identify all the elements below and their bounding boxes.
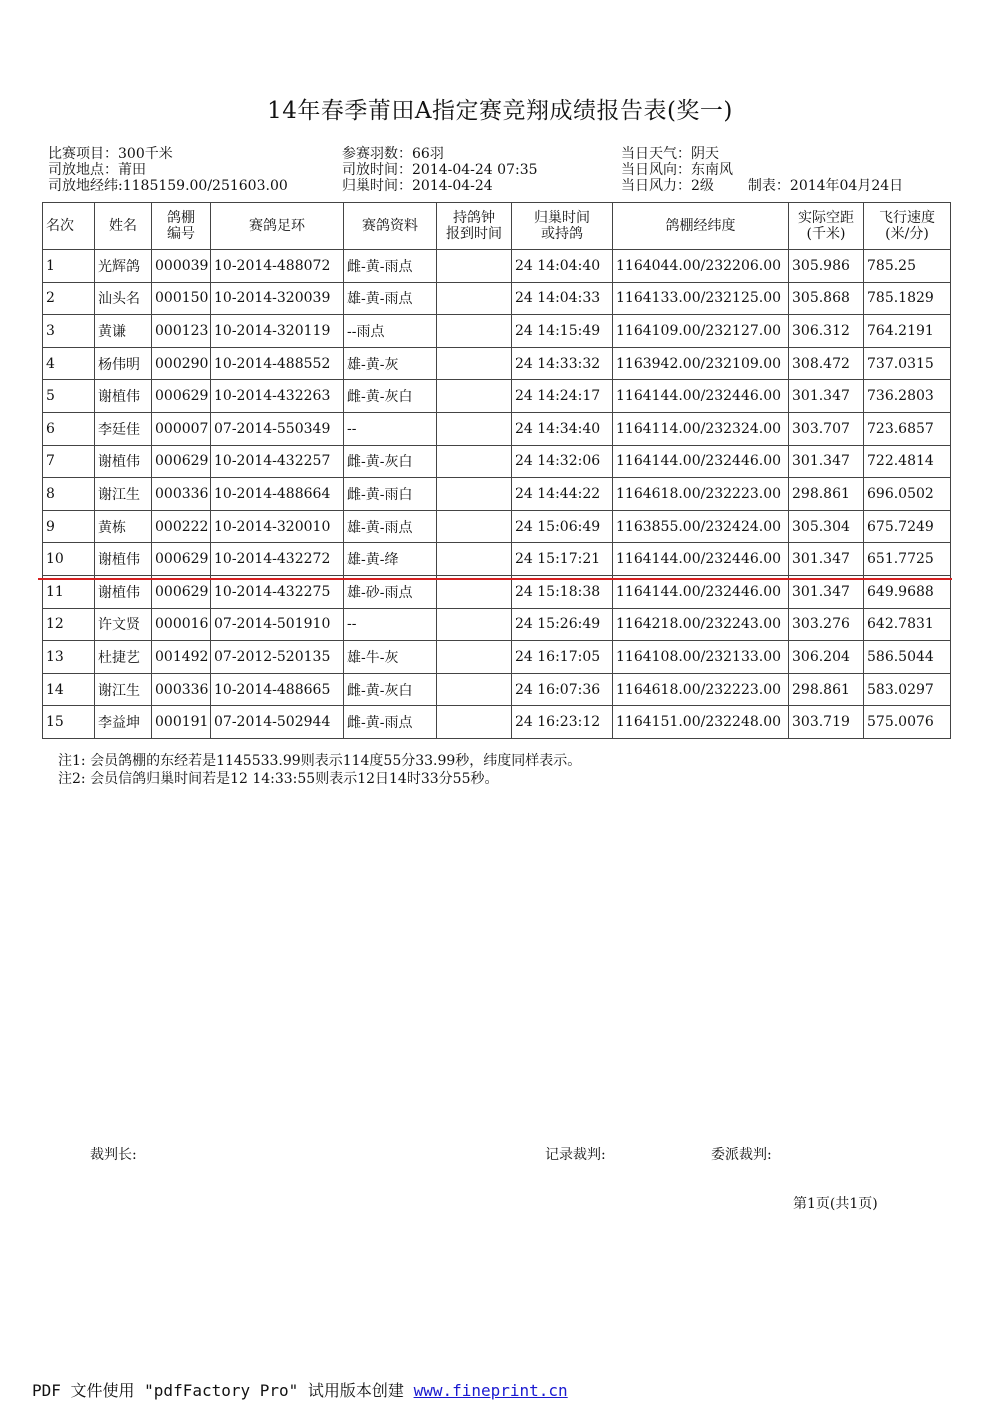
return-time: 归巢时间：2014-04-24 bbox=[342, 178, 493, 194]
header-loft-coords: 鸽棚经纬度 bbox=[613, 203, 789, 250]
cell-clock-time bbox=[437, 445, 512, 478]
cell-loft-no: 000629 bbox=[152, 445, 211, 478]
cell-distance: 305.986 bbox=[789, 250, 864, 283]
header-clock-time: 持鸽钟 报到时间 bbox=[437, 203, 512, 250]
header-name: 姓名 bbox=[95, 203, 152, 250]
cell-distance: 298.861 bbox=[789, 478, 864, 511]
cell-name: 黄栋 bbox=[95, 510, 152, 543]
info-column-1 bbox=[48, 146, 288, 194]
cell-clock-time bbox=[437, 608, 512, 641]
cell-loft-no: 000629 bbox=[152, 575, 211, 608]
table-row bbox=[43, 347, 951, 380]
cell-speed: 583.0297 bbox=[864, 673, 951, 706]
cell-loft-no: 000007 bbox=[152, 412, 211, 445]
cell-speed: 649.9688 bbox=[864, 575, 951, 608]
table-row bbox=[43, 250, 951, 283]
cell-clock-time bbox=[437, 380, 512, 413]
cell-loft-coords: 1164114.00/232324.00 bbox=[613, 412, 789, 445]
header-distance: 实际空距 (千米) bbox=[789, 203, 864, 250]
cell-arrival: 24 15:26:49 bbox=[512, 608, 613, 641]
note-2: 注2: 会员信鸽归巢时间若是12 14:33:55则表示12日14时33分55秒。 bbox=[58, 771, 499, 787]
cell-name: 许文贤 bbox=[95, 608, 152, 641]
cell-distance: 301.347 bbox=[789, 445, 864, 478]
race-item: 比赛项目：300千米 bbox=[48, 146, 173, 162]
cell-loft-no: 000191 bbox=[152, 706, 211, 739]
cell-arrival: 24 14:04:33 bbox=[512, 282, 613, 315]
cell-name: 黄谦 bbox=[95, 315, 152, 348]
report-title: 14年春季莆田A指定赛竞翔成绩报告表(奖一) bbox=[267, 98, 733, 124]
cell-loft-no: 000150 bbox=[152, 282, 211, 315]
cell-ring: 10-2014-488665 bbox=[211, 673, 344, 706]
cell-clock-time bbox=[437, 510, 512, 543]
cell-rank: 6 bbox=[43, 412, 95, 445]
cell-loft-coords: 1164133.00/232125.00 bbox=[613, 282, 789, 315]
cell-name: 杨伟明 bbox=[95, 347, 152, 380]
cell-loft-coords: 1164618.00/232223.00 bbox=[613, 673, 789, 706]
info-column-3 bbox=[621, 146, 903, 194]
cell-loft-no: 000222 bbox=[152, 510, 211, 543]
cell-pigeon-info: 雌-黄-雨点 bbox=[344, 706, 437, 739]
cell-distance: 303.276 bbox=[789, 608, 864, 641]
cell-name: 汕头名 bbox=[95, 282, 152, 315]
cell-clock-time bbox=[437, 641, 512, 674]
cell-name: 谢植伟 bbox=[95, 543, 152, 576]
release-coords: 司放地经纬:1185159.00/251603.00 bbox=[48, 178, 288, 194]
weather: 当日天气：阴天 bbox=[621, 146, 719, 162]
cell-clock-time bbox=[437, 673, 512, 706]
cell-arrival: 24 14:15:49 bbox=[512, 315, 613, 348]
cell-pigeon-info: 雌-黄-雨白 bbox=[344, 478, 437, 511]
cell-name: 谢江生 bbox=[95, 673, 152, 706]
pdf-footer bbox=[32, 1378, 568, 1401]
cell-rank: 12 bbox=[43, 608, 95, 641]
cell-loft-coords: 1164618.00/232223.00 bbox=[613, 478, 789, 511]
cell-speed: 675.7249 bbox=[864, 510, 951, 543]
cell-arrival: 24 15:17:21 bbox=[512, 543, 613, 576]
cell-pigeon-info: 雄-黄-绛 bbox=[344, 543, 437, 576]
cell-distance: 298.861 bbox=[789, 673, 864, 706]
cell-rank: 8 bbox=[43, 478, 95, 511]
cell-clock-time bbox=[437, 347, 512, 380]
header-ring: 赛鸽足环 bbox=[211, 203, 344, 250]
wind-force: 当日风力：2级 bbox=[621, 178, 714, 194]
cell-loft-coords: 1164144.00/232446.00 bbox=[613, 575, 789, 608]
cell-distance: 306.312 bbox=[789, 315, 864, 348]
cell-loft-coords: 1164218.00/232243.00 bbox=[613, 608, 789, 641]
cell-speed: 785.25 bbox=[864, 250, 951, 283]
cell-loft-no: 000290 bbox=[152, 347, 211, 380]
cell-clock-time bbox=[437, 543, 512, 576]
cell-speed: 737.0315 bbox=[864, 347, 951, 380]
cell-ring: 10-2014-320010 bbox=[211, 510, 344, 543]
results-table bbox=[42, 202, 951, 739]
cell-loft-no: 000629 bbox=[152, 543, 211, 576]
cell-name: 李廷佳 bbox=[95, 412, 152, 445]
cell-speed: 722.4814 bbox=[864, 445, 951, 478]
cell-pigeon-info: -- bbox=[344, 608, 437, 641]
cell-clock-time bbox=[437, 315, 512, 348]
cell-rank: 15 bbox=[43, 706, 95, 739]
cell-ring: 10-2014-432263 bbox=[211, 380, 344, 413]
cell-ring: 10-2014-488552 bbox=[211, 347, 344, 380]
cell-ring: 10-2014-432257 bbox=[211, 445, 344, 478]
cell-ring: 10-2014-432275 bbox=[211, 575, 344, 608]
cell-arrival: 24 14:44:22 bbox=[512, 478, 613, 511]
cell-ring: 10-2014-432272 bbox=[211, 543, 344, 576]
cell-arrival: 24 16:07:36 bbox=[512, 673, 613, 706]
table-row bbox=[43, 478, 951, 511]
record-judge-label: 记录裁判: bbox=[545, 1147, 606, 1163]
cell-arrival: 24 14:04:40 bbox=[512, 250, 613, 283]
cell-name: 光辉鸽 bbox=[95, 250, 152, 283]
page-number: 第1页(共1页) bbox=[793, 1196, 878, 1212]
made-date: 制表：2014年04月24日 bbox=[747, 178, 904, 194]
cell-pigeon-info: 雄-黄-雨点 bbox=[344, 282, 437, 315]
cell-distance: 303.719 bbox=[789, 706, 864, 739]
cell-distance: 301.347 bbox=[789, 380, 864, 413]
cell-ring: 10-2014-488664 bbox=[211, 478, 344, 511]
cell-rank: 10 bbox=[43, 543, 95, 576]
cell-rank: 7 bbox=[43, 445, 95, 478]
cell-rank: 2 bbox=[43, 282, 95, 315]
cell-ring: 10-2014-320039 bbox=[211, 282, 344, 315]
cell-clock-time bbox=[437, 706, 512, 739]
assigned-judge-label: 委派裁判: bbox=[711, 1147, 772, 1163]
cell-clock-time bbox=[437, 250, 512, 283]
cell-pigeon-info: 雌-黄-灰白 bbox=[344, 445, 437, 478]
cell-speed: 651.7725 bbox=[864, 543, 951, 576]
note-1: 注1: 会员鸽棚的东经若是1145533.99则表示114度55分33.99秒，纬度同样表示。 bbox=[58, 753, 582, 769]
cell-arrival: 24 14:32:06 bbox=[512, 445, 613, 478]
cell-arrival: 24 15:06:49 bbox=[512, 510, 613, 543]
release-time: 司放时间：2014-04-24 07:35 bbox=[342, 162, 538, 178]
table-row bbox=[43, 315, 951, 348]
cell-distance: 301.347 bbox=[789, 575, 864, 608]
cell-loft-no: 000123 bbox=[152, 315, 211, 348]
cell-loft-coords: 1164151.00/232248.00 bbox=[613, 706, 789, 739]
cell-speed: 696.0502 bbox=[864, 478, 951, 511]
table-row bbox=[43, 510, 951, 543]
cell-pigeon-info: -- bbox=[344, 412, 437, 445]
cell-rank: 4 bbox=[43, 347, 95, 380]
cell-rank: 3 bbox=[43, 315, 95, 348]
header-loft-no: 鸽棚 编号 bbox=[152, 203, 211, 250]
release-site: 司放地点：莆田 bbox=[48, 162, 146, 178]
cell-loft-no: 001492 bbox=[152, 641, 211, 674]
cell-pigeon-info: 雄-牛-灰 bbox=[344, 641, 437, 674]
cell-ring: 07-2014-501910 bbox=[211, 608, 344, 641]
cell-distance: 305.304 bbox=[789, 510, 864, 543]
footer-link[interactable]: www.fineprint.cn bbox=[413, 1381, 568, 1400]
cell-clock-time bbox=[437, 282, 512, 315]
cell-pigeon-info: 雄-黄-灰 bbox=[344, 347, 437, 380]
cell-ring: 07-2014-550349 bbox=[211, 412, 344, 445]
cell-name: 杜捷艺 bbox=[95, 641, 152, 674]
cell-loft-coords: 1164144.00/232446.00 bbox=[613, 380, 789, 413]
chief-judge-label: 裁判长: bbox=[90, 1147, 137, 1163]
header-pigeon-info: 赛鸽资料 bbox=[344, 203, 437, 250]
cell-speed: 785.1829 bbox=[864, 282, 951, 315]
header-rank: 名次 bbox=[43, 203, 95, 250]
cell-name: 谢植伟 bbox=[95, 575, 152, 608]
cell-loft-coords: 1164108.00/232133.00 bbox=[613, 641, 789, 674]
wind-force-row bbox=[621, 178, 903, 194]
cell-distance: 305.868 bbox=[789, 282, 864, 315]
cell-ring: 07-2012-520135 bbox=[211, 641, 344, 674]
cell-speed: 642.7831 bbox=[864, 608, 951, 641]
cell-loft-no: 000336 bbox=[152, 673, 211, 706]
cell-rank: 1 bbox=[43, 250, 95, 283]
cell-ring: 10-2014-488072 bbox=[211, 250, 344, 283]
cell-ring: 07-2014-502944 bbox=[211, 706, 344, 739]
notes bbox=[58, 752, 581, 788]
red-cutoff-line bbox=[38, 578, 952, 580]
cell-arrival: 24 16:23:12 bbox=[512, 706, 613, 739]
cell-loft-no: 000039 bbox=[152, 250, 211, 283]
cell-arrival: 24 16:17:05 bbox=[512, 641, 613, 674]
cell-clock-time bbox=[437, 575, 512, 608]
cell-arrival: 24 14:33:32 bbox=[512, 347, 613, 380]
table-row bbox=[43, 445, 951, 478]
cell-loft-coords: 1164144.00/232446.00 bbox=[613, 445, 789, 478]
table-row bbox=[43, 412, 951, 445]
cell-rank: 14 bbox=[43, 673, 95, 706]
cell-speed: 736.2803 bbox=[864, 380, 951, 413]
table-header-row bbox=[43, 203, 951, 250]
footer-text: PDF 文件使用 "pdfFactory Pro" 试用版本创建 bbox=[32, 1381, 414, 1400]
cell-speed: 764.2191 bbox=[864, 315, 951, 348]
cell-name: 谢植伟 bbox=[95, 445, 152, 478]
cell-distance: 303.707 bbox=[789, 412, 864, 445]
cell-clock-time bbox=[437, 478, 512, 511]
cell-pigeon-info: --雨点 bbox=[344, 315, 437, 348]
cell-loft-no: 000016 bbox=[152, 608, 211, 641]
cell-loft-no: 000336 bbox=[152, 478, 211, 511]
wind-direction: 当日风向：东南风 bbox=[621, 162, 733, 178]
cell-arrival: 24 14:24:17 bbox=[512, 380, 613, 413]
header-speed: 飞行速度 (米/分) bbox=[864, 203, 951, 250]
table-row bbox=[43, 706, 951, 739]
table-row bbox=[43, 575, 951, 608]
cell-distance: 301.347 bbox=[789, 543, 864, 576]
cell-pigeon-info: 雄-砂-雨点 bbox=[344, 575, 437, 608]
cell-rank: 9 bbox=[43, 510, 95, 543]
cell-name: 谢植伟 bbox=[95, 380, 152, 413]
cell-arrival: 24 14:34:40 bbox=[512, 412, 613, 445]
cell-speed: 575.0076 bbox=[864, 706, 951, 739]
table-row bbox=[43, 608, 951, 641]
cell-rank: 5 bbox=[43, 380, 95, 413]
header-arrival: 归巢时间 或持鸽 bbox=[512, 203, 613, 250]
table-row bbox=[43, 543, 951, 576]
cell-pigeon-info: 雌-黄-灰白 bbox=[344, 673, 437, 706]
cell-pigeon-info: 雌-黄-雨点 bbox=[344, 250, 437, 283]
cell-arrival: 24 15:18:38 bbox=[512, 575, 613, 608]
cell-loft-coords: 1164044.00/232206.00 bbox=[613, 250, 789, 283]
table-row bbox=[43, 282, 951, 315]
cell-speed: 723.6857 bbox=[864, 412, 951, 445]
cell-clock-time bbox=[437, 412, 512, 445]
cell-loft-coords: 1164109.00/232127.00 bbox=[613, 315, 789, 348]
cell-pigeon-info: 雄-黄-雨点 bbox=[344, 510, 437, 543]
cell-rank: 13 bbox=[43, 641, 95, 674]
table-row bbox=[43, 641, 951, 674]
cell-name: 谢江生 bbox=[95, 478, 152, 511]
cell-name: 李益坤 bbox=[95, 706, 152, 739]
entries-count: 参赛羽数：66羽 bbox=[342, 146, 444, 162]
table-row bbox=[43, 673, 951, 706]
cell-loft-coords: 1163942.00/232109.00 bbox=[613, 347, 789, 380]
info-column-2 bbox=[342, 146, 538, 194]
cell-loft-no: 000629 bbox=[152, 380, 211, 413]
cell-speed: 586.5044 bbox=[864, 641, 951, 674]
cell-loft-coords: 1163855.00/232424.00 bbox=[613, 510, 789, 543]
cell-distance: 308.472 bbox=[789, 347, 864, 380]
cell-pigeon-info: 雌-黄-灰白 bbox=[344, 380, 437, 413]
cell-ring: 10-2014-320119 bbox=[211, 315, 344, 348]
cell-distance: 306.204 bbox=[789, 641, 864, 674]
table-row bbox=[43, 380, 951, 413]
cell-loft-coords: 1164144.00/232446.00 bbox=[613, 543, 789, 576]
cell-rank: 11 bbox=[43, 575, 95, 608]
